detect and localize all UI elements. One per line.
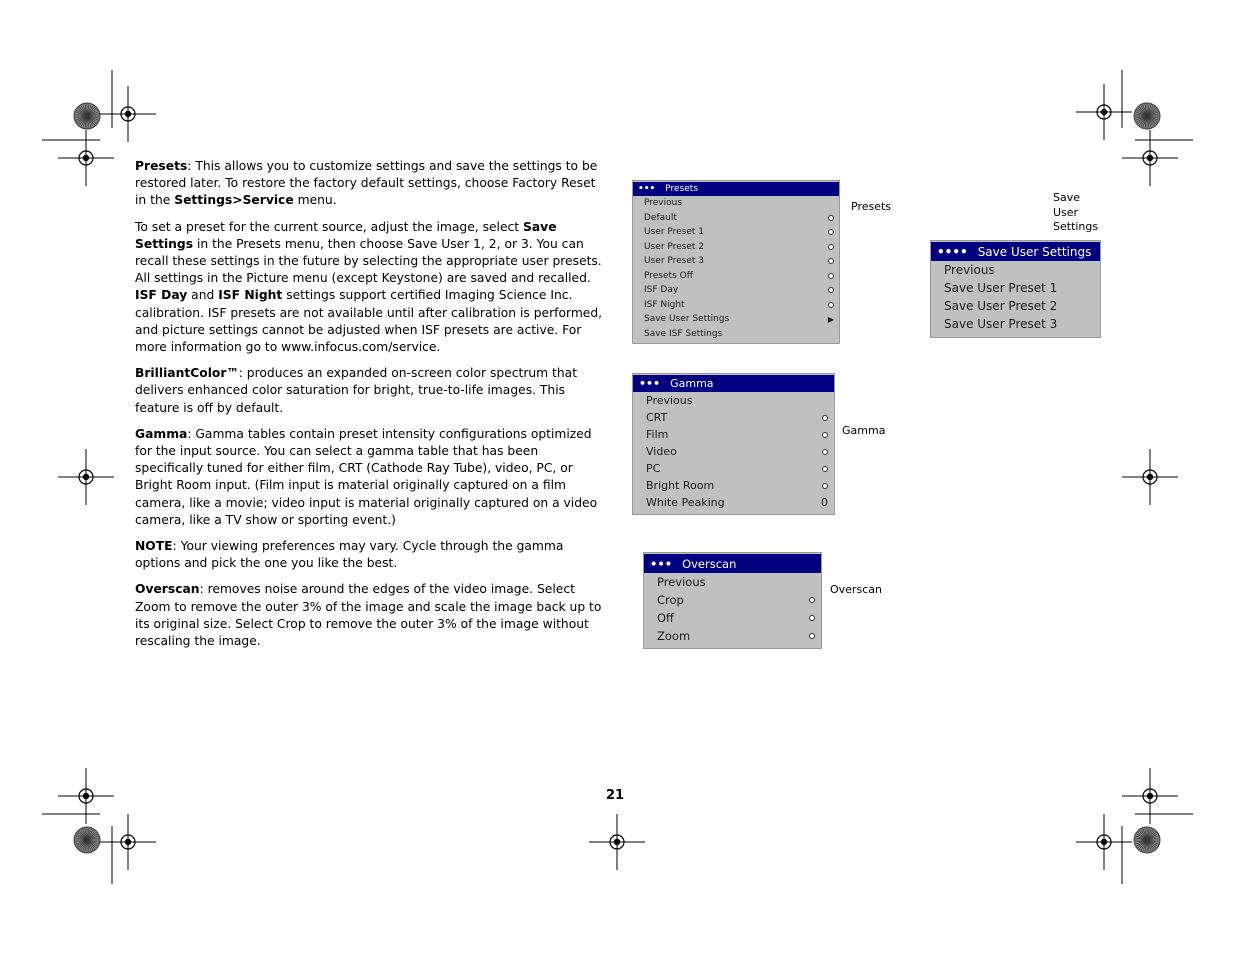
menu-item (644, 609, 821, 627)
menu-item-label: CRT (646, 411, 668, 424)
menu-item-label: Previous (657, 575, 706, 589)
menu-item (633, 240, 839, 255)
menu-item (644, 627, 821, 645)
save-user-settings-caption: Save User Settings (1053, 191, 1099, 233)
menu-item-label: User Preset 1 (644, 227, 705, 238)
menu-item-label: PC (646, 462, 661, 475)
radio-button-icon (822, 432, 828, 438)
menu-item (633, 426, 834, 443)
menu-item (931, 279, 1100, 297)
radio-button-icon (822, 483, 828, 489)
registration-mark-icon (1076, 84, 1132, 140)
menu-item (633, 443, 834, 460)
save-user-settings-title: Save User Settings (977, 244, 1092, 259)
note-heading: NOTE (135, 539, 173, 554)
gamma-caption: Gamma (842, 424, 886, 437)
menu-item-label: ISF Night (644, 299, 685, 310)
starburst-target-icon (1134, 827, 1160, 853)
radio-button-icon (828, 244, 834, 250)
save-settings-paragraph: To set a preset for the current source, adjust the image, select Save Settings in the Presets menu, then choose Save User 1, 2, or 3. You can recall these settings in the future by selecting the appropriate user presets. All settings in the Picture menu (except Keystone) are saved and recalled. ISF Day and ISF Night settings support certified Imaging Science Inc. calibration. ISF presets are not available until after calibration is performed, and picture settings cannot be adjusted when ISF presets are active. For more information go to www.infocus.com/service. (135, 219, 603, 355)
presets-menu-screenshot (632, 180, 840, 344)
menu-item (644, 591, 821, 609)
radio-button-icon (828, 258, 834, 264)
registration-mark-icon (58, 449, 114, 505)
radio-button-icon (809, 633, 815, 639)
menu-item-label: Previous (644, 198, 683, 209)
radio-button-icon (828, 215, 834, 221)
menu-item (633, 392, 834, 409)
menu-dots-icon: ••• (639, 377, 661, 390)
menu-item (931, 297, 1100, 315)
submenu-arrow-icon: ▶ (827, 314, 834, 324)
registration-mark-icon (100, 814, 156, 870)
menu-item-label: Save User Preset 3 (944, 317, 1058, 331)
menu-item-label: User Preset 2 (644, 241, 705, 252)
menu-item-label: Crop (657, 593, 684, 607)
menu-item-label: Previous (944, 263, 995, 277)
menu-item (633, 283, 839, 298)
overscan-menu-title: Overscan (682, 556, 737, 571)
registration-mark-icon (1122, 130, 1178, 186)
menu-item (633, 494, 834, 511)
gamma-menu-screenshot (632, 373, 835, 515)
gamma-menu-items (633, 392, 834, 511)
overscan-menu-title-bar (644, 554, 821, 573)
menu-item (633, 196, 839, 211)
gamma-menu-title: Gamma (670, 377, 714, 390)
menu-item-value: 0 (821, 496, 828, 509)
radio-button-icon (828, 273, 834, 279)
menu-item-label: Video (646, 445, 677, 458)
menu-item-label: Film (646, 428, 669, 441)
menu-item (633, 312, 839, 327)
overscan-paragraph: Overscan: removes noise around the edges of the video image. Select Zoom to remove the outer 3% of the image and scale the image back up to its original size. Select Crop to remove the outer 3% of the image without rescaling the image. (135, 582, 602, 649)
overscan-caption: Overscan (830, 583, 882, 596)
starburst-target-icon (1134, 103, 1160, 129)
menu-dots-icon: •••• (937, 244, 968, 259)
menu-item (931, 261, 1100, 279)
menu-item-label: Default (644, 212, 677, 223)
save-user-settings-items (931, 261, 1100, 333)
menu-item-label: Presets Off (644, 270, 693, 281)
radio-button-icon (809, 597, 815, 603)
menu-item (633, 460, 834, 477)
presets-menu-title: Presets (665, 184, 699, 194)
body-text-column (135, 158, 603, 659)
menu-item-label: Bright Room (646, 479, 715, 492)
brilliantcolor-paragraph: BrilliantColor™: produces an expanded on-screen color spectrum that delivers enhanced color saturation for bright, true-to-life images. This feature is off by default. (135, 366, 578, 415)
menu-item-label: Zoom (657, 629, 691, 643)
menu-item (633, 269, 839, 284)
radio-button-icon (809, 615, 815, 621)
menu-dots-icon: ••• (650, 556, 673, 571)
presets-menu-items (633, 196, 839, 341)
menu-item (633, 211, 839, 226)
menu-item-label: Save ISF Settings (644, 328, 723, 339)
radio-button-icon (828, 229, 834, 235)
menu-item (644, 573, 821, 591)
menu-item (633, 477, 834, 494)
gamma-paragraph: Gamma: Gamma tables contain preset intensity configurations optimized for the input source. You can select a gamma table that has been specifically tuned for either film, CRT (Cathode Ray Tube), video, PC, or Bright Room input. (Film input is material originally captured on a film camera, like a movie; video input is material originally captured on a video camera, like a TV show or sporting event.) (135, 426, 598, 527)
menu-item (931, 315, 1100, 333)
presets-caption: Presets (851, 200, 892, 213)
radio-button-icon (822, 466, 828, 472)
gamma-menu-title-bar (633, 375, 834, 392)
radio-button-icon (822, 449, 828, 455)
starburst-target-icon (74, 827, 100, 853)
menu-item (633, 225, 839, 240)
overscan-heading: Overscan (135, 582, 200, 597)
brilliantcolor-heading: BrilliantColor™ (135, 366, 239, 381)
menu-item (633, 298, 839, 313)
menu-item (633, 409, 834, 426)
presets-heading: Presets (135, 159, 188, 173)
menu-item-label: Off (657, 611, 674, 625)
radio-button-icon (828, 287, 834, 293)
starburst-target-icon (74, 103, 100, 129)
radio-button-icon (822, 415, 828, 421)
menu-dots-icon: ••• (638, 184, 656, 194)
note-paragraph: NOTE: Your viewing preferences may vary. Cycle through the gamma options and pick the one you like the best. (135, 539, 564, 571)
registration-mark-icon (58, 130, 114, 186)
menu-item-label: Previous (646, 394, 693, 407)
save-user-settings-title-bar (931, 242, 1100, 261)
menu-item-label: White Peaking (646, 496, 725, 509)
page-number: 21 (606, 788, 625, 803)
overscan-menu-screenshot (643, 552, 822, 649)
registration-mark-icon (1122, 449, 1178, 505)
registration-mark-icon (1122, 768, 1178, 824)
registration-mark-icon (100, 86, 156, 142)
menu-item-label: Save User Preset 1 (944, 281, 1058, 295)
gamma-heading: Gamma (135, 426, 188, 441)
menu-item-label: User Preset 3 (644, 256, 705, 267)
presets-menu-title-bar (633, 182, 839, 196)
registration-mark-icon (58, 768, 114, 824)
save-user-settings-menu-screenshot (930, 240, 1101, 338)
menu-item-label: Save User Settings (644, 314, 730, 325)
overscan-menu-items (644, 573, 821, 645)
menu-item (633, 327, 839, 342)
radio-button-icon (828, 302, 834, 308)
menu-item-label: ISF Day (644, 285, 679, 296)
menu-item-label: Save User Preset 2 (944, 299, 1058, 313)
registration-mark-icon (589, 814, 645, 870)
registration-mark-icon (1076, 814, 1132, 870)
presets-paragraph: Presets: This allows you to customize settings and save the settings to be restored later. To restore the factory default settings, choose Factory Reset in the Settings>Service menu. (135, 159, 598, 208)
menu-item (633, 254, 839, 269)
